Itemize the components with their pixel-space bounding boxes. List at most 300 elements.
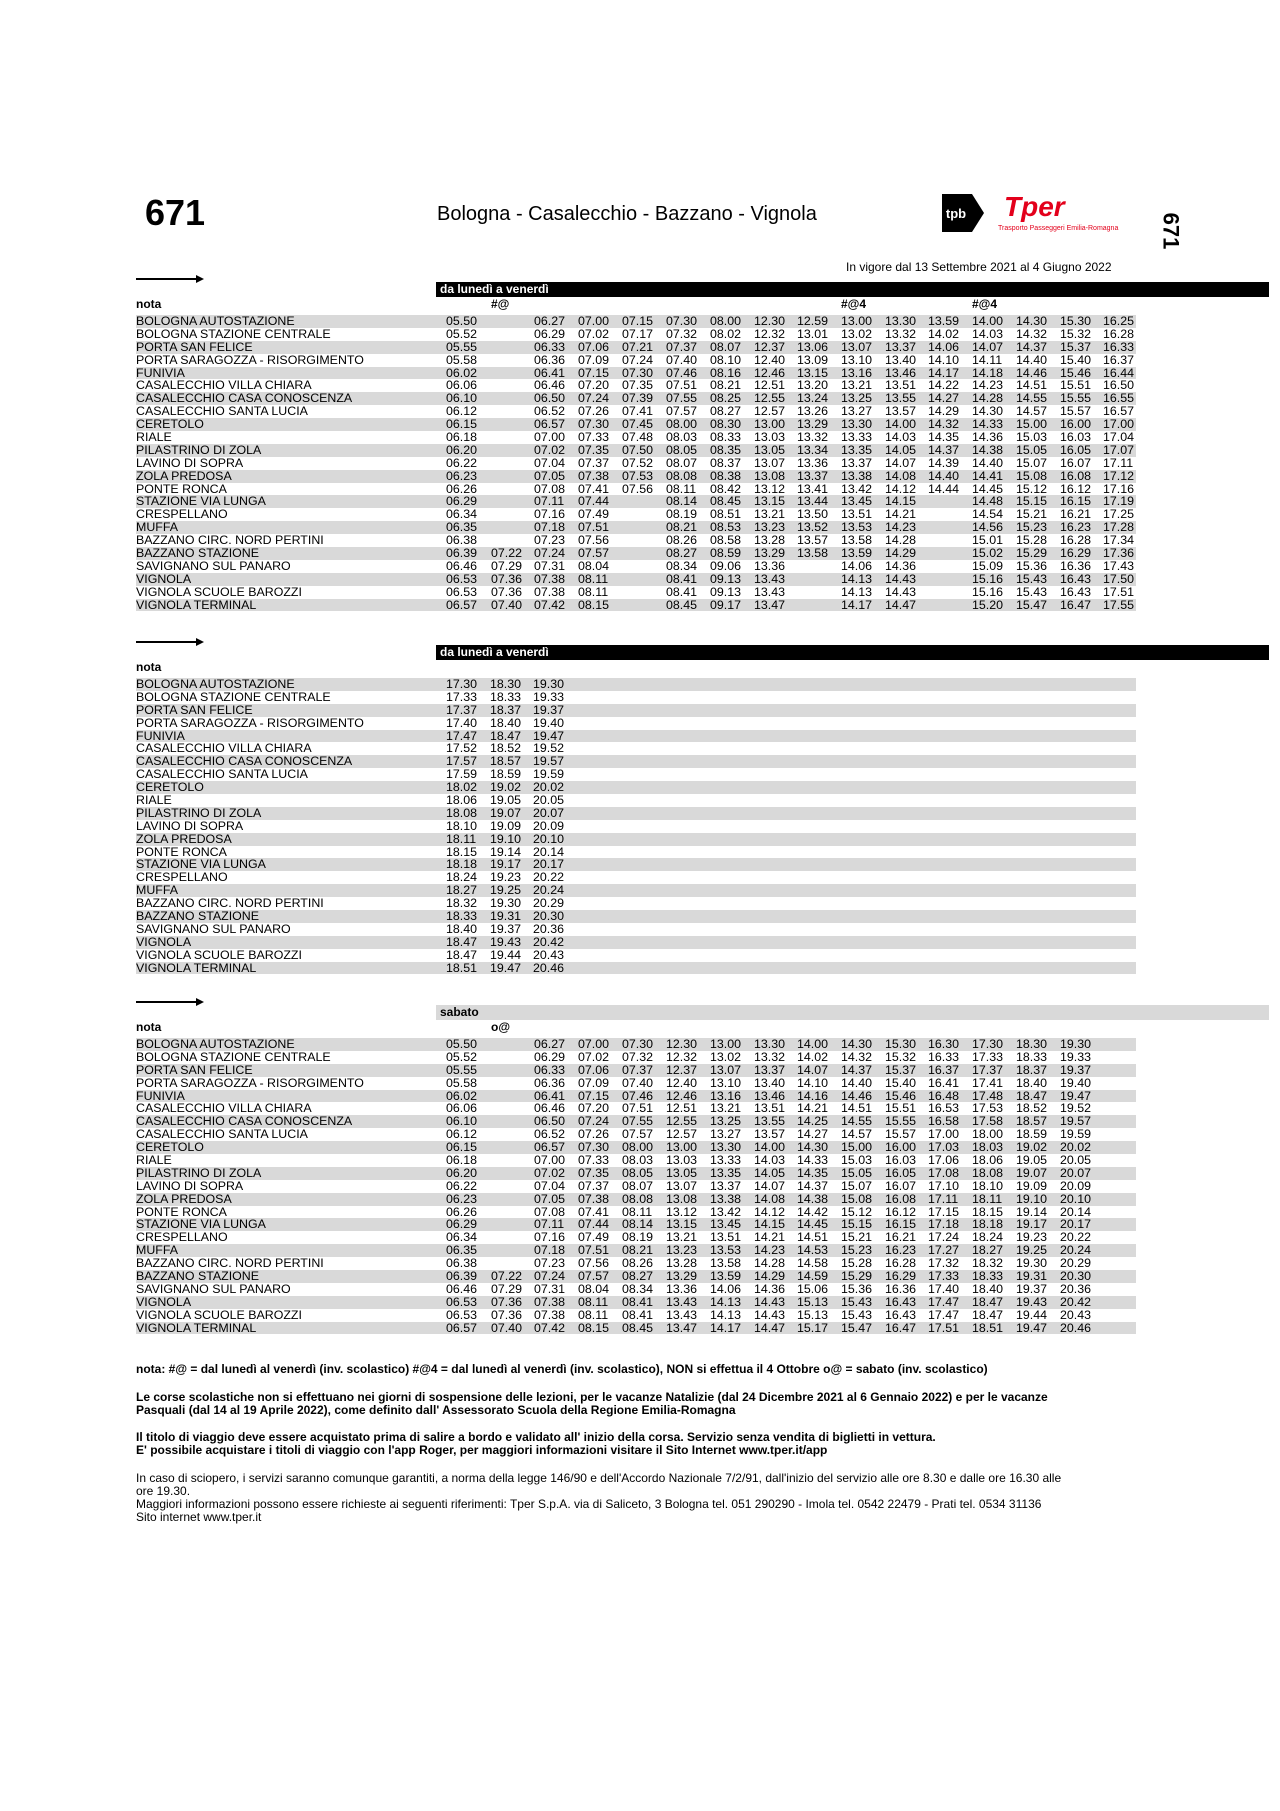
time-cell: 15.16 — [972, 584, 1004, 599]
time-cell: 13.51 — [710, 1230, 742, 1245]
time-cell: 14.58 — [797, 1256, 829, 1271]
time-cell: 13.30 — [885, 314, 917, 328]
time-cell: 18.15 — [972, 1204, 1004, 1219]
time-cell: 18.27 — [446, 883, 478, 898]
time-cell: 15.30 — [1060, 314, 1092, 328]
time-cell: 13.32 — [754, 1049, 786, 1064]
stop-name: BOLOGNA STAZIONE CENTRALE — [136, 689, 331, 704]
time-cell: 18.40 — [1016, 1075, 1048, 1090]
time-cell: 18.33 — [1016, 1049, 1048, 1064]
time-cell: 19.25 — [490, 883, 522, 898]
time-cell: 19.44 — [490, 947, 522, 962]
time-cell: 19.33 — [533, 689, 565, 704]
time-cell: 17.37 — [446, 702, 478, 717]
stop-name: CERETOLO — [136, 417, 204, 432]
footer-ticket-1: Il titolo di viaggio deve essere acquistato prima di salire a bordo e validato all' inizio della corsa. Servizio senza vendita di biglietti in vettura. — [136, 1430, 936, 1444]
time-cell: 19.14 — [490, 844, 522, 859]
time-cell: 08.45 — [710, 494, 742, 509]
table-row — [136, 560, 1136, 573]
time-cell: 16.03 — [885, 1153, 917, 1168]
time-cell: 13.16 — [841, 365, 873, 380]
time-cell: 07.39 — [622, 391, 654, 406]
stop-name: CASALECCHIO SANTA LUCIA — [136, 1127, 308, 1142]
time-cell: 20.14 — [533, 844, 565, 859]
stop-name: RIALE — [136, 430, 172, 445]
time-cell: 07.22 — [491, 1269, 523, 1284]
time-cell: 19.47 — [533, 728, 565, 743]
stop-name: MUFFA — [136, 883, 178, 898]
time-cell: 16.21 — [1060, 507, 1092, 522]
time-cell: 07.24 — [534, 1269, 566, 1284]
time-cell: 16.00 — [885, 1140, 917, 1155]
time-cell: 07.38 — [534, 584, 566, 599]
time-cell: 07.44 — [578, 494, 610, 509]
time-cell: 08.37 — [710, 455, 742, 470]
time-cell: 07.32 — [666, 326, 698, 341]
time-cell: 07.40 — [491, 1320, 523, 1335]
time-cell: 07.30 — [666, 314, 698, 328]
time-cell: 18.30 — [1016, 1037, 1048, 1051]
stop-name: STAZIONE VIA LUNGA — [136, 857, 266, 872]
time-cell: 18.06 — [972, 1153, 1004, 1168]
time-cell: 17.53 — [972, 1101, 1004, 1116]
time-cell: 07.30 — [622, 365, 654, 380]
time-cell: 13.15 — [666, 1217, 698, 1232]
time-cell: 17.57 — [446, 754, 478, 769]
time-cell: 14.03 — [885, 430, 917, 445]
time-cell: 15.43 — [1016, 584, 1048, 599]
time-cell: 18.47 — [490, 728, 522, 743]
time-cell: 18.24 — [446, 870, 478, 885]
time-cell: 14.37 — [1016, 339, 1048, 354]
time-cell: 07.37 — [578, 455, 610, 470]
time-cell: 13.08 — [754, 468, 786, 483]
time-cell: 16.33 — [1103, 339, 1135, 354]
time-cell: 17.33 — [972, 1049, 1004, 1064]
time-cell: 17.07 — [1103, 442, 1135, 457]
time-cell: 07.00 — [534, 1153, 566, 1168]
time-cell: 13.52 — [797, 520, 829, 535]
time-cell: 06.50 — [534, 391, 566, 406]
time-cell: 16.03 — [1060, 430, 1092, 445]
time-cell: 13.26 — [797, 404, 829, 419]
tpb-logo — [942, 194, 984, 232]
time-cell: 07.15 — [578, 365, 610, 380]
time-cell: 19.30 — [1016, 1256, 1048, 1271]
timetable-rows — [136, 315, 1136, 611]
time-cell: 17.30 — [972, 1037, 1004, 1051]
time-cell: 18.10 — [446, 818, 478, 833]
time-cell: 16.29 — [885, 1269, 917, 1284]
time-cell: 15.51 — [1060, 378, 1092, 393]
time-cell: 14.27 — [797, 1127, 829, 1142]
route-title: Bologna - Casalecchio - Bazzano - Vignola — [437, 203, 817, 225]
time-cell: 17.40 — [928, 1281, 960, 1296]
time-cell: 06.57 — [534, 417, 566, 432]
time-cell: 16.15 — [1060, 494, 1092, 509]
time-cell: 07.09 — [578, 1075, 610, 1090]
time-cell: 08.00 — [710, 314, 742, 328]
table-row — [136, 1193, 1136, 1206]
time-cell: 17.16 — [1103, 481, 1135, 496]
time-cell: 18.59 — [490, 767, 522, 782]
time-cell: 14.56 — [972, 520, 1004, 535]
stop-name: STAZIONE VIA LUNGA — [136, 494, 266, 509]
time-cell: 14.29 — [885, 546, 917, 561]
time-cell: 20.46 — [533, 960, 565, 975]
time-cell: 17.11 — [1103, 455, 1134, 470]
time-cell: 13.34 — [797, 442, 829, 457]
time-cell: 08.11 — [578, 1294, 609, 1309]
time-cell: 08.14 — [666, 494, 698, 509]
time-cell: 14.02 — [797, 1049, 829, 1064]
time-cell: 17.55 — [1103, 597, 1135, 612]
table-row — [136, 1309, 1136, 1322]
time-cell: 07.02 — [534, 1165, 566, 1180]
column-note: #@ — [491, 297, 510, 311]
time-cell: 08.19 — [666, 507, 698, 522]
time-cell: 15.36 — [1016, 558, 1048, 573]
time-cell: 12.32 — [754, 326, 786, 341]
time-cell: 07.06 — [578, 339, 610, 354]
time-cell: 14.00 — [797, 1037, 829, 1051]
time-cell: 17.30 — [446, 677, 478, 691]
footer-school-2: Pasquali (dal 14 al 19 Aprile 2022), come definito dall' Assessorato Scuola della Regione Emilia-Romagna — [136, 1403, 736, 1417]
time-cell: 15.00 — [1016, 417, 1048, 432]
time-cell: 17.10 — [928, 1178, 960, 1193]
time-cell: 13.09 — [797, 352, 829, 367]
time-cell: 07.11 — [534, 1217, 565, 1232]
time-cell: 13.28 — [666, 1256, 698, 1271]
table-row — [136, 678, 1136, 691]
table-row — [136, 794, 1136, 807]
time-cell: 07.46 — [666, 365, 698, 380]
stop-name: PORTA SARAGOZZA - RISORGIMENTO — [136, 715, 364, 730]
time-cell: 20.09 — [533, 818, 565, 833]
time-cell: 06.29 — [446, 1217, 478, 1232]
time-cell: 14.32 — [1016, 326, 1048, 341]
time-cell: 15.32 — [1060, 326, 1092, 341]
time-cell: 13.29 — [797, 417, 829, 432]
time-cell: 17.37 — [972, 1062, 1004, 1077]
time-cell: 13.23 — [754, 520, 786, 535]
time-cell: 06.29 — [534, 1049, 566, 1064]
time-cell: 06.26 — [446, 481, 478, 496]
time-cell: 17.43 — [1103, 558, 1135, 573]
time-cell: 13.12 — [754, 481, 786, 496]
time-cell: 13.23 — [666, 1243, 698, 1258]
table-row — [136, 1322, 1136, 1335]
time-cell: 18.11 — [446, 831, 477, 846]
time-cell: 06.20 — [446, 442, 478, 457]
time-cell: 20.02 — [1060, 1140, 1092, 1155]
time-cell: 14.25 — [797, 1114, 829, 1129]
time-cell: 19.40 — [1060, 1075, 1092, 1090]
stop-name: PORTA SARAGOZZA - RISORGIMENTO — [136, 352, 364, 367]
time-cell: 06.50 — [534, 1114, 566, 1129]
time-cell: 15.28 — [1016, 533, 1048, 548]
time-cell: 18.40 — [446, 921, 478, 936]
time-cell: 14.37 — [797, 1178, 829, 1193]
time-cell: 15.21 — [1016, 507, 1048, 522]
time-cell: 07.53 — [622, 468, 654, 483]
time-cell: 12.40 — [754, 352, 786, 367]
time-cell: 13.47 — [666, 1320, 698, 1335]
time-cell: 15.01 — [972, 533, 1004, 548]
table-row — [136, 573, 1136, 586]
time-cell: 20.05 — [533, 793, 565, 808]
time-cell: 13.58 — [797, 546, 829, 561]
time-cell: 13.12 — [666, 1204, 698, 1219]
time-cell: 15.57 — [1060, 404, 1092, 419]
time-cell: 07.18 — [534, 520, 566, 535]
time-cell: 13.29 — [666, 1269, 698, 1284]
time-cell: 13.21 — [841, 378, 873, 393]
time-cell: 18.32 — [972, 1256, 1004, 1271]
time-cell: 13.38 — [710, 1191, 742, 1206]
time-cell: 15.43 — [841, 1294, 873, 1309]
time-cell: 13.43 — [754, 584, 786, 599]
table-row — [136, 923, 1136, 936]
time-cell: 13.33 — [710, 1153, 742, 1168]
stop-name: CASALECCHIO VILLA CHIARA — [136, 1101, 312, 1116]
time-cell: 14.47 — [754, 1320, 786, 1335]
time-cell: 07.26 — [578, 404, 610, 419]
stop-name: BAZZANO STAZIONE — [136, 546, 259, 561]
time-cell: 20.14 — [1060, 1204, 1092, 1219]
time-cell: 14.35 — [797, 1165, 829, 1180]
time-cell: 17.40 — [446, 715, 478, 730]
time-cell: 06.15 — [446, 1140, 478, 1155]
time-cell: 13.57 — [754, 1127, 786, 1142]
stop-name: PONTE RONCA — [136, 844, 227, 859]
time-cell: 17.33 — [928, 1269, 960, 1284]
time-cell: 16.21 — [885, 1230, 917, 1245]
time-cell: 18.30 — [490, 677, 522, 691]
time-cell: 13.53 — [710, 1243, 742, 1258]
time-cell: 07.00 — [578, 314, 610, 328]
time-cell: 08.41 — [666, 584, 698, 599]
footer-strike-2: ore 19.30. — [136, 1484, 191, 1498]
time-cell: 07.36 — [491, 571, 523, 586]
time-cell: 07.16 — [534, 1230, 566, 1245]
time-cell: 07.38 — [578, 1191, 610, 1206]
footer-info-2: Sito internet www.tper.it — [136, 1510, 262, 1524]
time-cell: 13.35 — [841, 442, 873, 457]
time-cell: 19.31 — [1016, 1269, 1048, 1284]
time-cell: 08.15 — [578, 597, 610, 612]
time-cell: 07.26 — [578, 1127, 610, 1142]
time-cell: 17.51 — [1103, 584, 1135, 599]
time-cell: 14.42 — [797, 1204, 829, 1219]
time-cell: 05.52 — [446, 1049, 478, 1064]
stop-name: PORTA SAN FELICE — [136, 339, 253, 354]
table-row — [136, 871, 1136, 884]
time-cell: 07.52 — [622, 455, 654, 470]
stop-name: SAVIGNANO SUL PANARO — [136, 921, 291, 936]
time-cell: 15.03 — [841, 1153, 873, 1168]
time-cell: 20.10 — [1060, 1191, 1092, 1206]
time-cell: 19.10 — [490, 831, 522, 846]
time-cell: 09.13 — [710, 571, 742, 586]
time-cell: 15.06 — [797, 1281, 829, 1296]
time-cell: 07.50 — [622, 442, 654, 457]
time-cell: 15.05 — [841, 1165, 873, 1180]
stop-name: BAZZANO CIRC. NORD PERTINI — [136, 896, 324, 911]
time-cell: 17.32 — [928, 1256, 960, 1271]
time-cell: 08.16 — [710, 365, 742, 380]
time-cell: 14.28 — [972, 391, 1004, 406]
time-cell: 18.33 — [490, 689, 522, 704]
time-cell: 14.06 — [841, 558, 873, 573]
time-cell: 17.51 — [928, 1320, 960, 1335]
time-cell: 06.27 — [534, 314, 566, 328]
time-cell: 15.32 — [885, 1049, 917, 1064]
time-cell: 19.37 — [1060, 1062, 1092, 1077]
time-cell: 13.27 — [841, 404, 873, 419]
time-cell: 12.57 — [754, 404, 786, 419]
time-cell: 13.36 — [754, 558, 786, 573]
time-cell: 06.23 — [446, 1191, 478, 1206]
time-cell: 12.37 — [754, 339, 786, 354]
time-cell: 07.22 — [491, 546, 523, 561]
time-cell: 18.47 — [1016, 1088, 1048, 1103]
time-cell: 14.45 — [972, 481, 1004, 496]
time-cell: 20.42 — [533, 934, 565, 949]
time-cell: 13.21 — [666, 1230, 698, 1245]
time-cell: 17.08 — [928, 1165, 960, 1180]
time-cell: 07.38 — [534, 571, 566, 586]
time-cell: 07.20 — [578, 378, 610, 393]
time-cell: 15.55 — [885, 1114, 917, 1129]
time-cell: 06.29 — [534, 326, 566, 341]
table-row — [136, 457, 1136, 470]
time-cell: 13.21 — [710, 1101, 742, 1116]
time-cell: 19.43 — [490, 934, 522, 949]
time-cell: 07.31 — [534, 1281, 566, 1296]
time-cell: 19.47 — [1060, 1088, 1092, 1103]
time-cell: 12.37 — [666, 1062, 698, 1077]
time-cell: 07.36 — [491, 1307, 523, 1322]
time-cell: 14.06 — [928, 339, 960, 354]
time-cell: 17.47 — [928, 1294, 960, 1309]
time-cell: 07.56 — [578, 533, 610, 548]
time-cell: 08.27 — [622, 1269, 654, 1284]
time-cell: 14.23 — [972, 378, 1004, 393]
time-cell: 19.23 — [490, 870, 522, 885]
time-cell: 19.33 — [1060, 1049, 1092, 1064]
stop-name: ZOLA PREDOSA — [136, 468, 232, 483]
time-cell: 06.15 — [446, 417, 478, 432]
stop-name: BAZZANO STAZIONE — [136, 909, 259, 924]
time-cell: 14.51 — [1016, 378, 1048, 393]
time-cell: 16.50 — [1103, 378, 1135, 393]
time-cell: 16.33 — [928, 1049, 960, 1064]
footer-strike-1: In caso di sciopero, i servizi saranno comunque garantiti, a norma della legge 146/90 e dell'Accordo Nazionale 7/2/91, dall'inizio del servizio alle ore 8.30 e dalle ore 16.30 alle — [136, 1471, 1062, 1485]
time-cell: 18.40 — [972, 1281, 1004, 1296]
time-cell: 20.29 — [1060, 1256, 1092, 1271]
time-cell: 13.42 — [841, 481, 873, 496]
stop-name: BAZZANO CIRC. NORD PERTINI — [136, 1256, 324, 1271]
time-cell: 19.09 — [490, 818, 522, 833]
time-cell: 08.07 — [666, 455, 698, 470]
time-cell: 12.30 — [666, 1037, 698, 1051]
column-note: #@4 — [841, 297, 867, 311]
time-cell: 17.52 — [446, 741, 478, 756]
time-cell: 07.04 — [534, 455, 566, 470]
time-cell: 20.30 — [1060, 1269, 1092, 1284]
time-cell: 13.32 — [885, 326, 917, 341]
notes-row — [136, 297, 1136, 311]
time-cell: 16.25 — [1103, 314, 1135, 328]
time-cell: 14.07 — [754, 1178, 786, 1193]
time-cell: 16.15 — [885, 1217, 917, 1232]
time-cell: 08.42 — [710, 481, 742, 496]
time-cell: 20.30 — [533, 909, 565, 924]
table-row — [136, 341, 1136, 354]
time-cell: 08.27 — [710, 404, 742, 419]
table-row — [136, 910, 1136, 923]
route-number: 671 — [145, 192, 206, 233]
time-cell: 07.55 — [622, 1114, 654, 1129]
time-cell: 16.23 — [885, 1243, 917, 1258]
time-cell: 20.36 — [533, 921, 565, 936]
time-cell: 13.24 — [797, 391, 829, 406]
stop-name: CASALECCHIO VILLA CHIARA — [136, 378, 312, 393]
time-cell: 19.23 — [1016, 1230, 1048, 1245]
time-cell: 14.30 — [841, 1037, 873, 1051]
time-cell: 13.43 — [754, 571, 786, 586]
time-cell: 16.29 — [1060, 546, 1092, 561]
time-cell: 19.30 — [533, 677, 565, 691]
time-cell: 14.17 — [928, 365, 960, 380]
time-cell: 15.40 — [885, 1075, 917, 1090]
time-cell: 14.57 — [1016, 404, 1048, 419]
time-cell: 08.45 — [622, 1320, 654, 1335]
time-cell: 14.15 — [754, 1217, 786, 1232]
time-cell: 16.47 — [885, 1320, 917, 1335]
nota-label: nota — [136, 297, 162, 311]
time-cell: 15.07 — [841, 1178, 873, 1193]
time-cell: 07.02 — [578, 326, 610, 341]
time-cell: 20.22 — [1060, 1230, 1092, 1245]
time-cell: 15.23 — [841, 1243, 873, 1258]
time-cell: 07.56 — [578, 1256, 610, 1271]
table-row — [136, 431, 1136, 444]
time-cell: 15.29 — [841, 1269, 873, 1284]
time-cell: 15.37 — [885, 1062, 917, 1077]
time-cell: 13.16 — [710, 1088, 742, 1103]
time-cell: 13.21 — [754, 507, 786, 522]
column-note: o@ — [491, 1020, 511, 1034]
time-cell: 19.37 — [490, 921, 522, 936]
time-cell: 14.00 — [885, 417, 917, 432]
time-cell: 17.06 — [928, 1153, 960, 1168]
time-cell: 18.06 — [446, 793, 478, 808]
time-cell: 15.43 — [841, 1307, 873, 1322]
time-cell: 14.08 — [885, 468, 917, 483]
time-cell: 07.05 — [534, 1191, 566, 1206]
time-cell: 08.26 — [622, 1256, 654, 1271]
table-row — [136, 1167, 1136, 1180]
time-cell: 14.16 — [797, 1088, 829, 1103]
time-cell: 14.17 — [710, 1320, 742, 1335]
stop-name: SAVIGNANO SUL PANARO — [136, 558, 291, 573]
time-cell: 12.51 — [666, 1101, 698, 1116]
time-cell: 07.24 — [578, 391, 610, 406]
time-cell: 06.53 — [446, 1307, 478, 1322]
table-row — [136, 807, 1136, 820]
